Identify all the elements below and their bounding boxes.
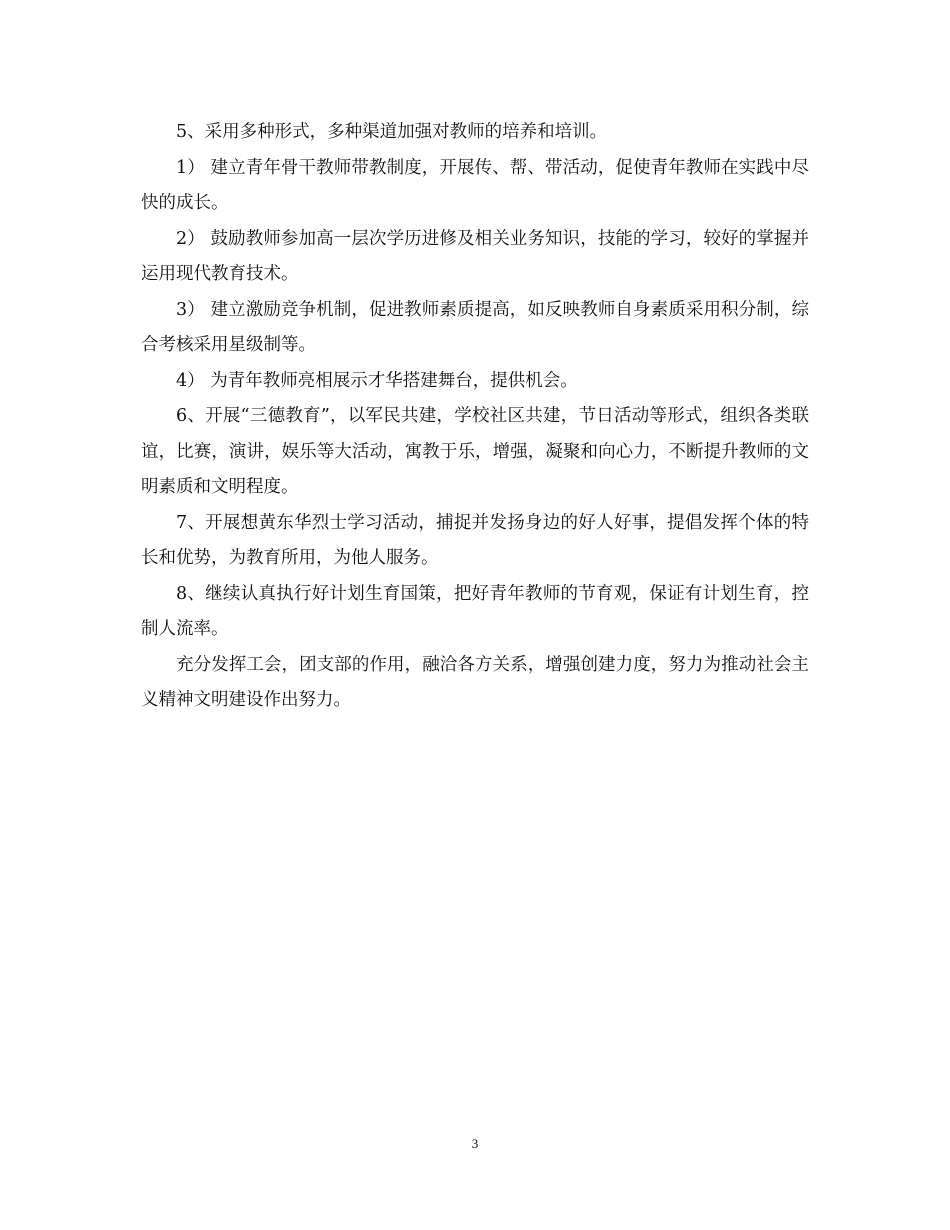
paragraph-item-5: 5、采用多种形式，多种渠道加强对教师的培养和培训。: [176, 122, 608, 142]
paragraph-conclusion: 充分发挥工会，团支部的作用，融洽各方关系，增强创建力度，努力为推动社会主义精神文明建设作出努力。: [141, 654, 809, 710]
paragraph-sub-item-1: 1） 建立青年骨干教师带教制度，开展传、帮、带活动，促使青年教师在实践中尽快的成长。: [141, 157, 809, 213]
paragraph-sub-item-2: 2） 鼓励教师参加高一层次学历进修及相关业务知识，技能的学习，较好的掌握并运用现代教育技术。: [141, 228, 809, 284]
paragraph-item-8: 8、继续认真执行好计划生育国策，把好青年教师的节育观，保证有计划生育，控制人流率。: [141, 583, 809, 639]
paragraph-sub-item-3: 3） 建立激励竞争机制，促进教师素质提高，如反映教师自身素质采用积分制，综合考核采用星级制等。: [141, 299, 809, 355]
page-number: 3: [471, 1136, 479, 1151]
paragraph-item-7: 7、开展想黄东华烈士学习活动，捕捉并发扬身边的好人好事，提倡发挥个体的特长和优势，为教育所用，为他人服务。: [141, 512, 809, 568]
paragraph-item-6: 6、开展“三德教育”，以军民共建，学校社区共建，节日活动等形式，组织各类联谊，比赛，演讲，娱乐等大活动，寓教于乐，增强，凝聚和向心力，不断提升教师的文明素质和文明程度。: [141, 406, 809, 497]
paragraph-sub-item-4: 4） 为青年教师亮相展示才华搭建舞台，提供机会。: [176, 370, 578, 391]
document-body: [141, 115, 809, 719]
